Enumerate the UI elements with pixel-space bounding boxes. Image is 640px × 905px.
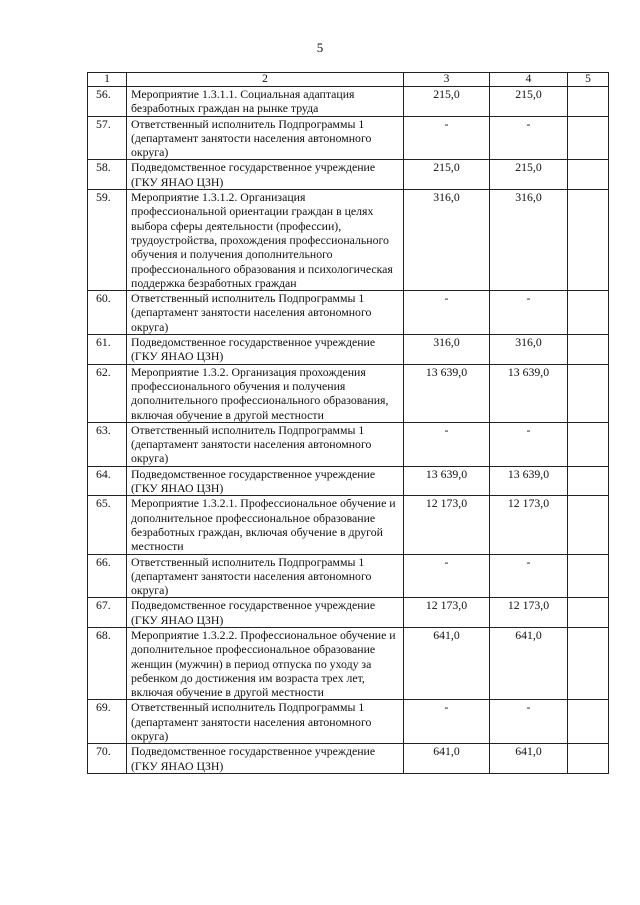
table-row [88,335,609,365]
row-number-cell: 68. [88,627,127,699]
value-col5-cell [568,160,609,190]
table-row [88,160,609,190]
description-cell: Ответственный исполнитель Подпрограммы 1 (департамент занятости населения автономного округа) [127,116,404,160]
table-row [88,190,609,291]
header-cell: 2 [127,73,404,87]
value-col3-cell: 215,0 [404,87,490,117]
row-number-cell: 63. [88,422,127,466]
table-row [88,466,609,496]
row-number-cell: 70. [88,744,127,774]
table-row [88,744,609,774]
row-number-cell: 67. [88,598,127,628]
table-row [88,116,609,160]
description-cell: Подведомственное государственное учреждение (ГКУ ЯНАО ЦЗН) [127,335,404,365]
value-col4-cell: - [490,422,568,466]
program-table [87,72,609,774]
table-row [88,291,609,335]
table-row [88,364,609,422]
value-col3-cell: 316,0 [404,190,490,291]
value-col3-cell: 316,0 [404,335,490,365]
description-cell: Ответственный исполнитель Подпрограммы 1 (департамент занятости населения автономного округа) [127,422,404,466]
value-col3-cell: - [404,291,490,335]
value-col4-cell: - [490,116,568,160]
table-row [88,496,609,554]
value-col3-cell: - [404,554,490,598]
value-col5-cell [568,422,609,466]
page-number: 5 [316,40,324,55]
value-col3-cell: 12 173,0 [404,598,490,628]
table-row [88,554,609,598]
value-col3-cell: 215,0 [404,160,490,190]
value-col4-cell: 12 173,0 [490,496,568,554]
value-col3-cell: 12 173,0 [404,496,490,554]
value-col5-cell [568,496,609,554]
description-cell: Подведомственное государственное учреждение (ГКУ ЯНАО ЦЗН) [127,598,404,628]
value-col5-cell [568,744,609,774]
table-row [88,700,609,744]
row-number-cell: 58. [88,160,127,190]
value-col4-cell: 13 639,0 [490,466,568,496]
header-cell: 1 [88,73,127,87]
value-col4-cell: 215,0 [490,87,568,117]
row-number-cell: 61. [88,335,127,365]
row-number-cell: 59. [88,190,127,291]
description-cell: Мероприятие 1.3.2.2. Профессиональное обучение и дополнительное профессиональное образование женщин (мужчин) в период отпуска по уходу за ребенком до достижения им возраста трех лет, включая обучение в другой местности [127,627,404,699]
value-col4-cell: 641,0 [490,744,568,774]
description-cell: Подведомственное государственное учреждение (ГКУ ЯНАО ЦЗН) [127,466,404,496]
value-col5-cell [568,598,609,628]
table-row [88,87,609,117]
value-col3-cell: - [404,116,490,160]
value-col4-cell: 641,0 [490,627,568,699]
row-number-cell: 57. [88,116,127,160]
description-cell: Мероприятие 1.3.2.1. Профессиональное обучение и дополнительное профессиональное образование безработных граждан, включая обучение в другой местности [127,496,404,554]
value-col4-cell: 12 173,0 [490,598,568,628]
value-col3-cell: 641,0 [404,627,490,699]
value-col5-cell [568,466,609,496]
row-number-cell: 65. [88,496,127,554]
description-cell: Подведомственное государственное учреждение (ГКУ ЯНАО ЦЗН) [127,744,404,774]
value-col5-cell [568,554,609,598]
value-col4-cell: 316,0 [490,335,568,365]
value-col4-cell: - [490,291,568,335]
table-header-row [88,73,609,87]
table-body [88,73,609,774]
description-cell: Мероприятие 1.3.1.2. Организация профессиональной ориентации граждан в целях выбора сферы деятельности (профессии), трудоустройства, прохождения профессионального обучения и получения дополнительного профессионального образования и психологическая поддержка безработных граждан [127,190,404,291]
row-number-cell: 56. [88,87,127,117]
row-number-cell: 64. [88,466,127,496]
value-col4-cell: 215,0 [490,160,568,190]
description-cell: Мероприятие 1.3.1.1. Социальная адаптация безработных граждан на рынке труда [127,87,404,117]
value-col4-cell: 316,0 [490,190,568,291]
value-col4-cell: - [490,554,568,598]
description-cell: Ответственный исполнитель Подпрограммы 1 (департамент занятости населения автономного округа) [127,291,404,335]
value-col3-cell: - [404,422,490,466]
table-row [88,422,609,466]
value-col5-cell [568,335,609,365]
table-row [88,627,609,699]
value-col3-cell: 641,0 [404,744,490,774]
header-cell: 5 [568,73,609,87]
value-col3-cell: 13 639,0 [404,364,490,422]
row-number-cell: 62. [88,364,127,422]
value-col4-cell: 13 639,0 [490,364,568,422]
description-cell: Мероприятие 1.3.2. Организация прохождения профессионального обучения и получения дополнительного профессионального образования, включая обучение в другой местности [127,364,404,422]
value-col5-cell [568,700,609,744]
value-col5-cell [568,627,609,699]
value-col5-cell [568,116,609,160]
row-number-cell: 60. [88,291,127,335]
header-cell: 3 [404,73,490,87]
row-number-cell: 69. [88,700,127,744]
value-col3-cell: - [404,700,490,744]
value-col5-cell [568,190,609,291]
description-cell: Ответственный исполнитель Подпрограммы 1 (департамент занятости населения автономного округа) [127,554,404,598]
value-col5-cell [568,291,609,335]
header-cell: 4 [490,73,568,87]
description-cell: Ответственный исполнитель Подпрограммы 1 (департамент занятости населения автономного округа) [127,700,404,744]
value-col5-cell [568,87,609,117]
value-col5-cell [568,364,609,422]
description-cell: Подведомственное государственное учреждение (ГКУ ЯНАО ЦЗН) [127,160,404,190]
table-row [88,598,609,628]
row-number-cell: 66. [88,554,127,598]
value-col4-cell: - [490,700,568,744]
value-col3-cell: 13 639,0 [404,466,490,496]
